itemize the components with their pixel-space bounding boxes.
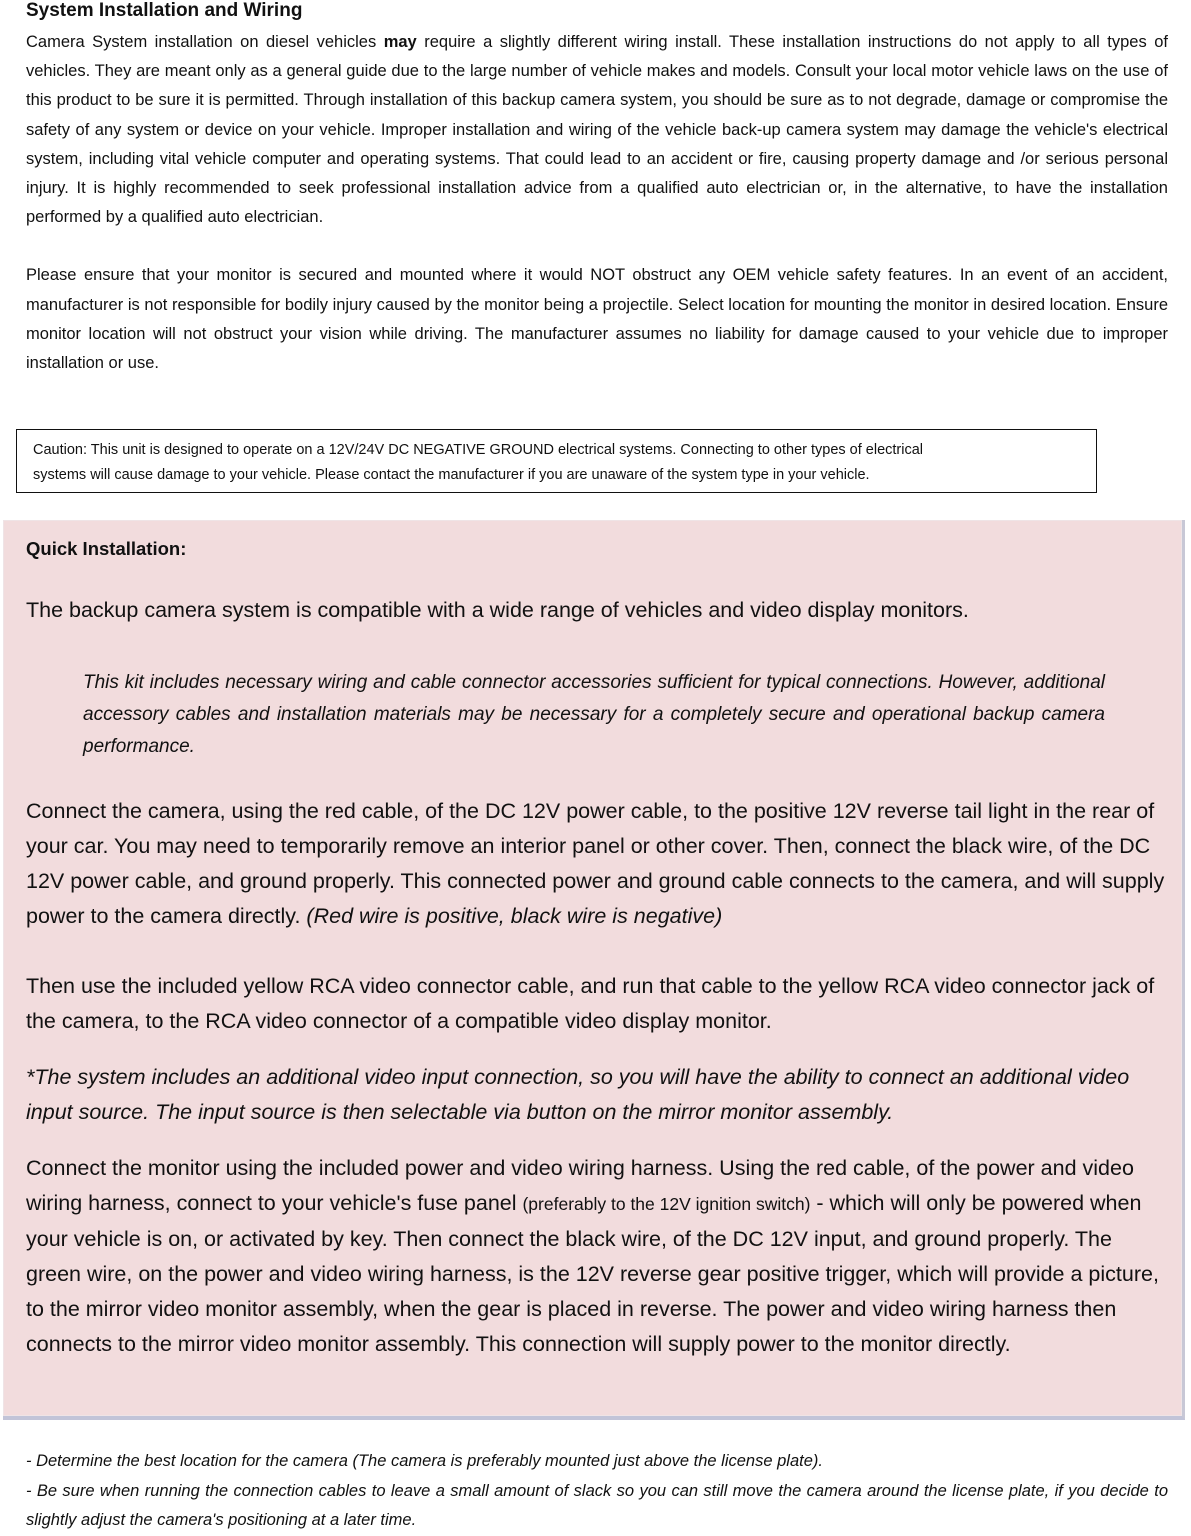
installation-text-rest: require a slightly different wiring install. These installation instructions do not apply to all types of vehicles. They are meant only as a general guide due to the large number of vehicle makes and models. Consult your local motor vehicle laws on the use of this product to be sure it is permitted. Through installation of this backup camera system, you should be sure as to not degrade, damage or compromise the safety of any system or device on your vehicle. Improper installation and wiring of the vehicle back-up camera system may damage the vehicle's electrical system, including vital vehicle computer and operating systems. That could lead to an accident or fire, causing property damage and /or serious personal injury. It is highly recommended to seek professional installation advice from a qualified auto electrician or, in the alternative, to have the installation performed by a qualified auto electrician. xyxy=(26,33,1168,227)
installation-paragraph xyxy=(26,28,1168,232)
connect-monitor-paragraph xyxy=(26,1151,1166,1362)
ignition-switch-note: (preferably to the 12V ignition switch) xyxy=(522,1194,811,1214)
caution-line-1: Caution: This unit is designed to operate on a 12V/24V DC NEGATIVE GROUND electrical systems. Connecting to other types of electrical xyxy=(33,442,924,458)
connect-monitor-text-1: Connect the monitor using the included power and video wiring harness. Using the red cable, of the power and video wiring harness, connect to your vehicle's fuse panel xyxy=(26,1156,1134,1215)
rca-cable-paragraph: Then use the included yellow RCA video connector cable, and run that cable to the yellow RCA video connector jack of the camera, to the RCA video connector of a compatible video display monitor. xyxy=(26,974,1155,1033)
connect-monitor-text-2: - which will only be powered when your vehicle is on, or activated by key. Then connect the black wire, of the DC 12V input, and ground properly. The green wire, on the power and video wiring harness, is the 12V reverse gear positive trigger, which will provide a picture, to the mirror video monitor assembly, when the gear is placed in reverse. The power and video wiring harness then connects to the mirror video monitor assembly. This connection will supply power to the monitor directly. xyxy=(26,1191,1159,1356)
note-cable-slack: - Be sure when running the connection cables to leave a small amount of slack so you can still move the camera around the license plate, if you decide to slightly adjust the camera's positioning at a later time. xyxy=(26,1481,1168,1529)
compatibility-statement: The backup camera system is compatible with a wide range of vehicles and video display monitors. xyxy=(26,598,969,622)
system-installation-section xyxy=(26,0,1168,378)
connect-camera-paragraph xyxy=(26,794,1166,934)
note-camera-location: - Determine the best location for the camera (The camera is preferably mounted just above the license plate). xyxy=(26,1452,823,1470)
section-title: System Installation and Wiring xyxy=(26,0,303,21)
installation-text-start: Camera System installation on diesel vehicles xyxy=(26,33,384,51)
connect-camera-text: Connect the camera, using the red cable, of the DC 12V power cable, to the positive 12V reverse tail light in the rear of your car. You may need to temporarily remove an interior panel or other cover. Then, connect the black wire, of the DC 12V power cable, and ground properly. This connected power and ground cable connects to the camera, and will supply power to the camera directly. xyxy=(26,799,1165,928)
additional-input-paragraph: *The system includes an additional video input connection, so you will have the ability to connect an additional video input source. The input source is then selectable via button on the mirror monitor assembly. xyxy=(26,1065,1130,1124)
camera-placement-notes xyxy=(26,1447,1168,1536)
bold-may: may xyxy=(383,33,417,51)
caution-line-2: systems will cause damage to your vehicle. Please contact the manufacturer if you are unaware of the system type in your vehicle. xyxy=(33,467,870,483)
wire-polarity-note: (Red wire is positive, black wire is negative) xyxy=(306,904,723,928)
caution-box xyxy=(16,429,1097,493)
kit-note: This kit includes necessary wiring and cable connector accessories sufficient for typical connections. However, additional accessory cables and installation materials may be necessary for a completely secure and operational backup camera performance. xyxy=(83,672,1105,757)
quick-installation-panel xyxy=(3,520,1185,1420)
monitor-mounting-paragraph: Please ensure that your monitor is secured and mounted where it would NOT obstruct any OEM vehicle safety features. In an event of an accident, manufacturer is not responsible for bodily injury caused by the monitor being a projectile. Select location for mounting the monitor in desired location. Ensure monitor location will not obstruct your vision while driving. The manufacturer assumes no liability for damage caused to your vehicle due to improper installation or use. xyxy=(26,266,1168,373)
quick-installation-title: Quick Installation: xyxy=(26,538,187,559)
